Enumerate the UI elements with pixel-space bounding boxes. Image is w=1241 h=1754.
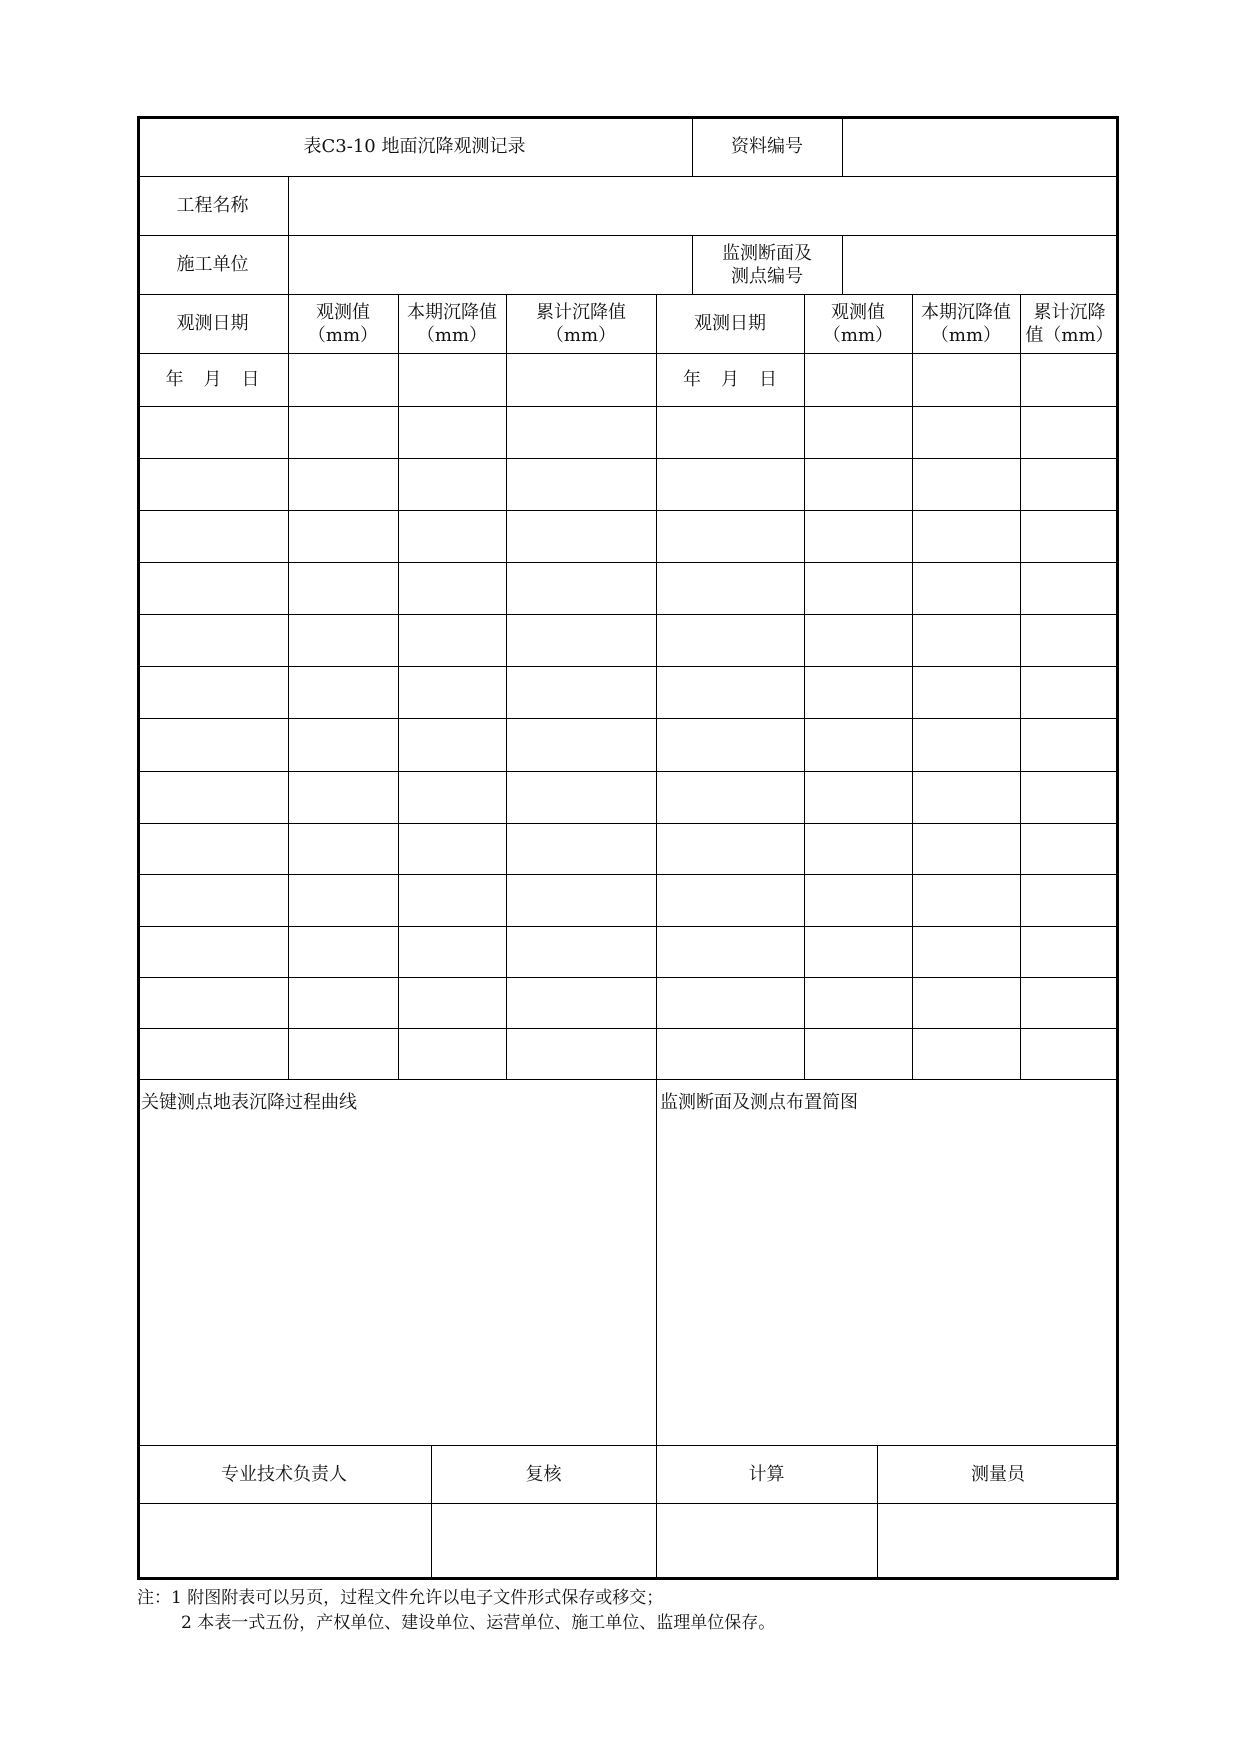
note-line-1: 注：1 附图附表可以另页，过程文件允许以电子文件形式保存或移交； xyxy=(137,1588,664,1608)
col-header-cumulative-settlement xyxy=(506,294,656,353)
date-day: 日 xyxy=(241,369,260,390)
col-header-observed-right-line1: 观测值 xyxy=(831,301,885,323)
settlement-record-form xyxy=(137,116,1119,1584)
row-divider xyxy=(137,926,1119,927)
row-divider xyxy=(137,977,1119,978)
signature-calc-field[interactable] xyxy=(656,1503,877,1580)
section-layout-sketch: 监测断面及测点布置简图 xyxy=(660,1092,858,1113)
construction-unit-label: 施工单位 xyxy=(176,254,249,275)
col-header-current-settlement xyxy=(398,294,506,353)
col-header-observed-right xyxy=(804,294,912,353)
date-year: 年 xyxy=(165,369,184,390)
date-month: 月 xyxy=(203,369,222,390)
form-title: 表C3-10 地面沉降观测记录 xyxy=(303,135,526,157)
date-year: 年 xyxy=(683,369,701,390)
col-header-cumulative-settlement-right xyxy=(1020,294,1119,353)
col-header-observed-line1: 观测值 xyxy=(316,301,370,323)
section-point-label-line1: 监测断面及 xyxy=(722,242,812,264)
col-header-current-line2: （mm） xyxy=(416,324,488,346)
row-divider xyxy=(137,874,1119,875)
col-header-cumulative-line1: 累计沉降值 xyxy=(536,301,626,323)
section-point-field[interactable] xyxy=(842,235,1119,294)
row-divider xyxy=(137,823,1119,824)
doc-number-field[interactable] xyxy=(842,116,1119,176)
row-divider xyxy=(137,562,1119,563)
signature-review-field[interactable] xyxy=(431,1503,656,1580)
section-point-label-line2: 测点编号 xyxy=(731,265,803,287)
project-name-field[interactable] xyxy=(288,176,1119,235)
col-divider xyxy=(288,294,289,1079)
col-divider xyxy=(398,294,399,1079)
col-divider xyxy=(1020,294,1021,1079)
col-header-current-settlement-right xyxy=(912,294,1020,353)
doc-number-label: 资料编号 xyxy=(731,135,803,157)
signature-review-label: 复核 xyxy=(525,1463,562,1485)
row-divider xyxy=(137,458,1119,459)
col-header-observed xyxy=(288,294,398,353)
col-header-cumulative-right-line1: 累计沉降 xyxy=(1033,301,1106,323)
col-header-observed-line2: （mm） xyxy=(307,324,379,346)
col-header-date: 观测日期 xyxy=(176,313,249,334)
signature-surveyor-label: 测量员 xyxy=(971,1463,1025,1485)
row-divider xyxy=(137,666,1119,667)
date-cell-left[interactable] xyxy=(137,353,288,406)
col-header-cumulative-line2: （mm） xyxy=(545,324,617,346)
col-header-cumulative-right-line2: 值（mm） xyxy=(1025,324,1114,346)
row-divider xyxy=(137,510,1119,511)
col-header-current-right-line1: 本期沉降值 xyxy=(921,301,1011,323)
section-point-label xyxy=(692,235,842,294)
signature-tech-lead-label: 专业技术负责人 xyxy=(221,1463,347,1485)
row-divider xyxy=(137,406,1119,407)
note-line-2: 2 本表一式五份，产权单位、建设单位、运营单位、施工单位、监理单位保存。 xyxy=(181,1613,776,1633)
row-divider xyxy=(137,614,1119,615)
row-divider xyxy=(137,1028,1119,1029)
construction-unit-field[interactable] xyxy=(288,235,692,294)
col-header-current-line1: 本期沉降值 xyxy=(407,301,497,323)
signature-tech-lead-field[interactable] xyxy=(137,1503,431,1580)
signature-calc-label: 计算 xyxy=(748,1463,785,1485)
row-divider xyxy=(137,771,1119,772)
settlement-curve-section: 关键测点地表沉降过程曲线 xyxy=(141,1092,357,1113)
date-cell-right[interactable] xyxy=(656,353,804,406)
date-day: 日 xyxy=(759,369,777,390)
col-divider xyxy=(506,294,507,1079)
col-divider xyxy=(804,294,805,1079)
date-month: 月 xyxy=(721,369,739,390)
col-divider xyxy=(912,294,913,1079)
col-header-date-right: 观测日期 xyxy=(694,313,766,334)
signature-surveyor-field[interactable] xyxy=(877,1503,1119,1580)
col-header-current-right-line2: （mm） xyxy=(930,324,1002,346)
col-header-observed-right-line2: （mm） xyxy=(822,324,894,346)
row-divider xyxy=(137,718,1119,719)
form-notes xyxy=(137,1586,775,1636)
project-name-label: 工程名称 xyxy=(176,195,249,216)
